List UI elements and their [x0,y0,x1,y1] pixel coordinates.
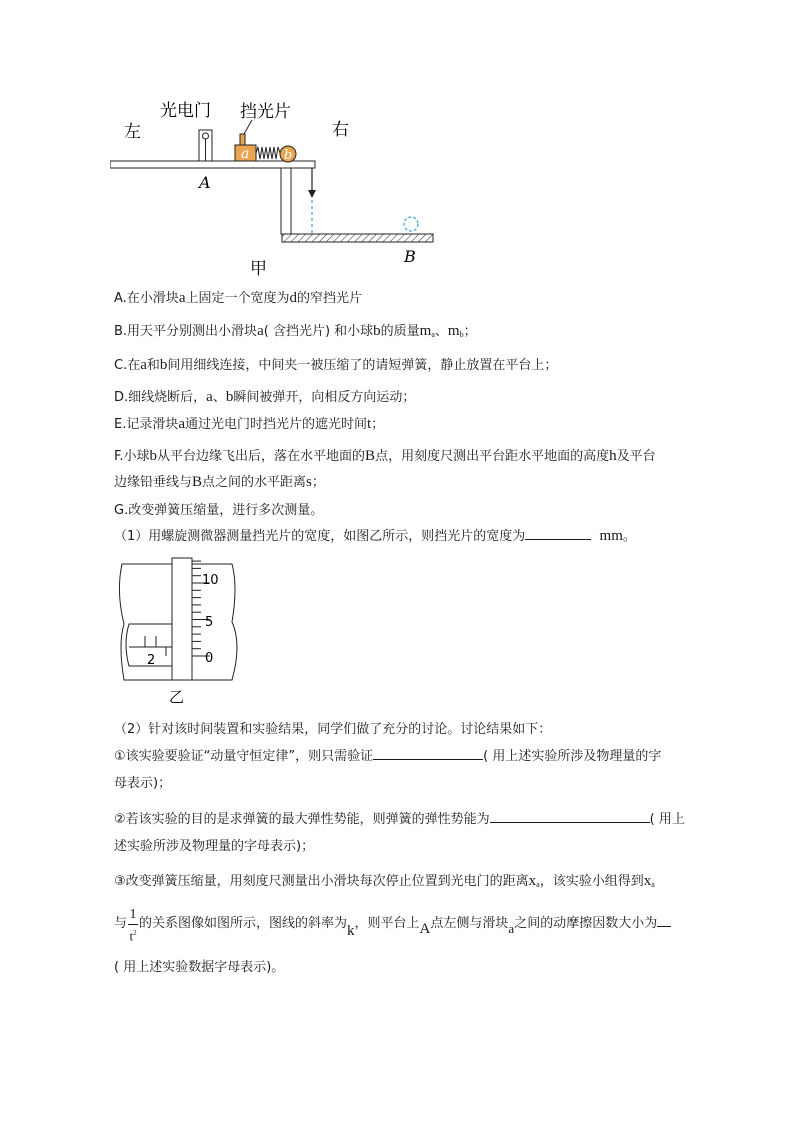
caption-jia: 甲 [250,259,267,279]
q2-sub2-line1: ②若该实验的目的是求弹簧的最大弹性势能，则弹簧的弹性势能为 ( 用上 [114,812,685,827]
q2-sub1-line2: 母表示)； [114,776,172,791]
q2-sub3-line3: ( 用上述实验数据字母表示)。 [114,960,285,975]
q2-sub3-line1: ③改变弹簧压缩量，用刻度尺测量出小滑块每次停止位置到光电门的距离$x_a$，该实验小组得到$x_a$ [114,873,655,889]
label-a: a [241,146,250,162]
label-left: 左 [124,122,141,142]
step-g: G.改变弹簧压缩量，进行多次测量。 [114,503,324,518]
question-2-intro: （2）针对该时间装置和实验结果，同学们做了充分的讨论。讨论结果如下： [114,722,552,737]
q2-sub2-line2: 述实验所涉及物理量的字母表示)； [114,839,315,854]
q2-sub3-line2: 与 $\frac{1}{t^2}$ 的关系图像如图所示，图线的斜率为k，则平台上A点左侧与滑块a之间的动摩擦因数大小为 [114,906,671,941]
photogate [199,130,212,161]
step-b: B.用天平分别测出小滑块a( 含挡光片) 和小球b的质量$m_a$、$m_b$； [114,323,477,339]
micrometer-thimble [172,558,192,680]
label-shutter: 挡光片 [240,102,291,122]
thimble-label-0: 0 [205,651,214,666]
apparatus-figure-jia [110,90,450,280]
caption-yi: 乙 [169,688,185,706]
platform-support [281,168,291,234]
answer-blank-friction[interactable] [657,914,671,927]
ground [282,234,433,242]
main-scale-label: 2 [147,653,156,668]
micrometer-figure-yi [114,556,254,710]
spring [256,147,280,159]
label-A: A [199,173,211,192]
question-1: （1）用螺旋测微器测量挡光片的宽度，如图乙所示，则挡光片的宽度为 mm。 [114,528,636,544]
label-right: 右 [332,120,349,140]
landing-ball [404,217,418,231]
step-d: D.细线烧断后，a、b瞬间被弹开，向相反方向运动； [114,389,416,405]
step-a: A.在小滑块a上固定一个宽度为d的窄挡光片 [114,290,363,306]
label-photogate: 光电门 [160,101,211,121]
fraction-one-over-t-squared: $\frac{1}{t^2}$ [129,906,137,943]
thimble-ticks [192,556,210,656]
shutter-pointer [244,120,252,134]
step-f-line2: 边缘铅垂线与B点之间的水平距离s； [114,474,325,490]
answer-blank-momentum[interactable] [373,747,483,760]
step-c: C.在a和b间用细线连接，中间夹一被压缩了的请短弹簧，静止放置在平台上； [114,357,558,373]
q2-sub1-line1: ①该实验要验证“动量守恒定律”，则只需验证 ( 用上述实验所涉及物理量的字 [114,749,662,764]
answer-blank-energy[interactable] [490,810,650,823]
label-b: b [284,148,293,163]
fall-arrow-head [308,190,316,198]
answer-blank-width[interactable] [525,527,591,540]
thimble-label-10: 10 [202,573,219,588]
thimble-label-5: 5 [205,615,214,630]
label-B: B [404,247,416,266]
step-e: E.记录滑块a通过光电门时挡光片的遮光时间t； [114,416,385,432]
step-f-line1: F.小球b从平台边缘飞出后，落在水平地面的B点，用刻度尺测出平台距水平地面的高度h及平台 [114,448,656,464]
